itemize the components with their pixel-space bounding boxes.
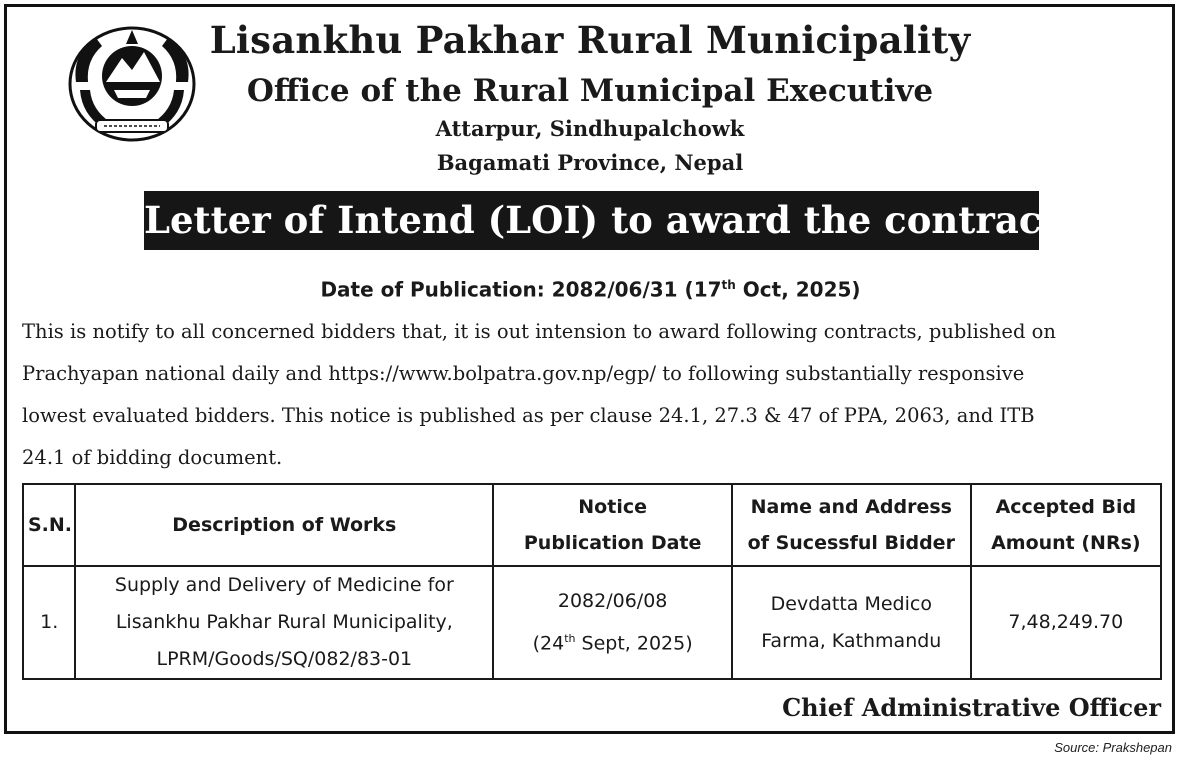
publication-date-suffix: th <box>721 278 736 292</box>
cell-bidder <box>732 566 971 679</box>
header-notice-date-line2: Publication Date <box>523 532 702 554</box>
nepal-government-emblem-icon <box>66 24 198 142</box>
cell-bidder-line2: Farma, Kathmandu <box>761 629 942 652</box>
header-amount <box>971 484 1161 566</box>
contract-award-table <box>22 483 1162 680</box>
notice-title: Letter of Intend (LOI) to award the contract <box>144 191 1039 250</box>
cell-amount: 7,48,249.70 <box>971 566 1161 679</box>
table-row <box>23 566 1161 679</box>
notice-text-line: This is notify to all concerned bidders that, it is out intension to award following contracts, published on <box>22 320 1056 343</box>
header-notice-date-line1: Notice <box>578 496 647 518</box>
header-amount-line2: Amount (NRs) <box>991 532 1141 554</box>
cell-bidder-line1: Devdatta Medico <box>770 592 932 615</box>
header-bidder-line2: of Sucessful Bidder <box>747 532 955 554</box>
cell-description-line1: Supply and Delivery of Medicine for <box>114 574 454 596</box>
notice-text-line: lowest evaluated bidders. This notice is published as per clause 24.1, 27.3 & 47 of PPA, 2063, and ITB <box>22 404 1035 427</box>
publication-date-tail: Oct, 2025) <box>735 277 861 302</box>
publication-date-label: Date of Publication: 2082/06/31 (17 <box>320 277 722 302</box>
header-description: Description of Works <box>75 484 493 566</box>
header-sn: S.N. <box>23 484 75 566</box>
signatory-title: Chief Administrative Officer <box>782 693 1161 722</box>
header-notice-date <box>493 484 732 566</box>
address-line-2: Bagamati Province, Nepal <box>436 150 744 175</box>
header-bidder-line1: Name and Address <box>750 496 952 518</box>
publication-date <box>0 268 1181 307</box>
cell-description <box>75 566 493 679</box>
address-line-1: Attarpur, Sindhupalchowk <box>435 116 745 141</box>
cell-notice-date <box>493 566 732 679</box>
municipality-name: Lisankhu Pakhar Rural Municipality <box>209 18 971 62</box>
cell-date-line2-pre: (24 <box>532 632 565 655</box>
header-amount-line1: Accepted Bid <box>995 496 1137 518</box>
notice-text-line: 24.1 of bidding document. <box>22 446 283 469</box>
source-credit: Source: Prakshepan <box>1054 740 1172 755</box>
cell-date-line2-post: Sept, 2025) <box>575 632 693 655</box>
cell-description-line3: LPRM/Goods/SQ/082/83-01 <box>156 648 413 670</box>
office-name: Office of the Rural Municipal Executive <box>246 73 934 109</box>
notice-text-line: Prachyapan national daily and https://www.bolpatra.gov.np/egp/ to following substantially responsive <box>22 362 1025 385</box>
cell-description-line2: Lisankhu Pakhar Rural Municipality, <box>115 611 453 633</box>
cell-sn: 1. <box>23 566 75 679</box>
table-header-row <box>23 484 1161 566</box>
cell-date-suffix: th <box>564 631 576 645</box>
header-bidder <box>732 484 971 566</box>
cell-date-line1: 2082/06/08 <box>557 589 668 612</box>
